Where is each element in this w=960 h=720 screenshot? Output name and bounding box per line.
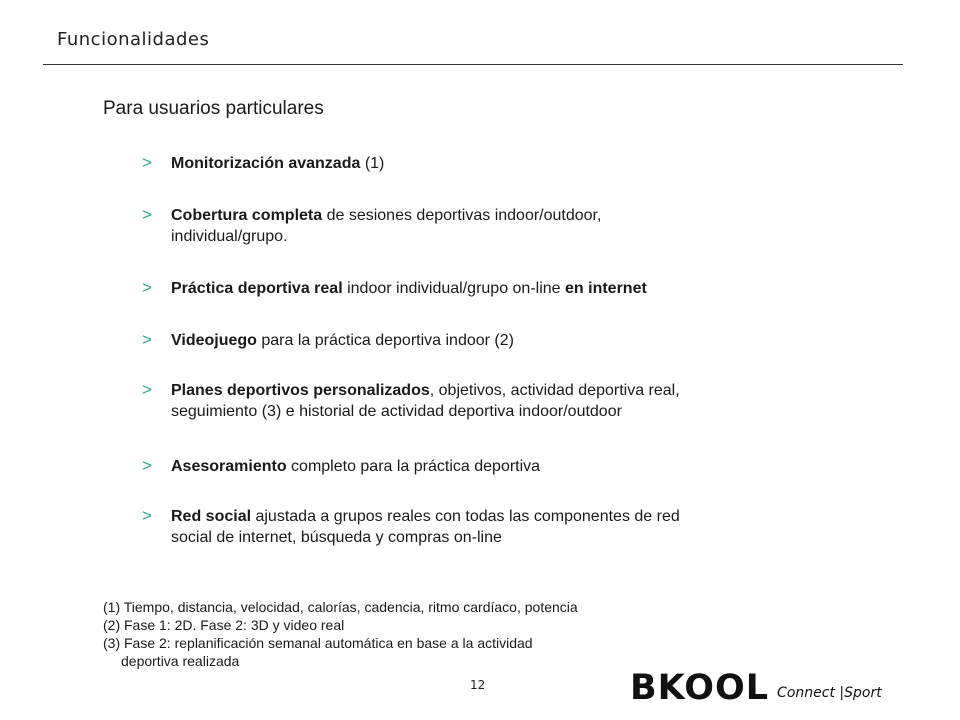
feature-description-cont: individual/grupo.: [171, 228, 288, 245]
feature-title: Cobertura completa: [171, 207, 323, 224]
bullet-arrow-icon: >: [142, 506, 152, 525]
feature-description-cont: seguimiento (3) e historial de actividad deportiva indoor/outdoor: [171, 403, 622, 420]
footnote: (3) Fase 2: replanificación semanal automática en base a la actividad: [103, 635, 533, 651]
feature-title: Videojuego: [171, 332, 257, 349]
feature-description: completo para la práctica deportiva: [286, 458, 541, 475]
footnote: deportiva realizada: [121, 653, 240, 669]
feature-title: Práctica deportiva real: [171, 280, 343, 297]
footnote: (1) Tiempo, distancia, velocidad, calorías, cadencia, ritmo cardíaco, potencia: [103, 599, 578, 615]
bullet-arrow-icon: >: [142, 205, 152, 224]
footnotes: [103, 598, 578, 670]
feature-item: [142, 380, 802, 422]
logo-wordmark: BKOOL: [630, 668, 770, 708]
feature-description: indoor individual/grupo on-line: [342, 280, 566, 297]
feature-title: Planes deportivos personalizados: [171, 382, 430, 399]
feature-description-cont: social de internet, búsqueda y compras on-line: [171, 529, 502, 546]
feature-description: (1): [360, 155, 385, 172]
feature-item: [142, 506, 802, 548]
feature-title: Asesoramiento: [171, 458, 287, 475]
feature-item: [142, 330, 802, 351]
bullet-arrow-icon: >: [142, 380, 152, 399]
bullet-arrow-icon: >: [142, 278, 152, 297]
feature-description: ajustada a grupos reales con todas las componentes de red: [251, 508, 680, 525]
feature-description: de sesiones deportivas indoor/outdoor,: [322, 207, 602, 224]
feature-title: Red social: [171, 508, 252, 525]
bkool-logo: [630, 668, 882, 708]
feature-description: , objetivos, actividad deportiva real,: [429, 382, 680, 399]
header-divider: [43, 64, 903, 65]
feature-title: Monitorización avanzada: [171, 155, 361, 172]
feature-item: [142, 205, 802, 247]
footnote: (2) Fase 1: 2D. Fase 2: 3D y video real: [103, 617, 345, 633]
section-heading: Para usuarios particulares: [103, 98, 324, 119]
bullet-arrow-icon: >: [142, 456, 152, 475]
feature-item: [142, 153, 802, 174]
bullet-arrow-icon: >: [142, 330, 152, 349]
feature-item: [142, 278, 802, 299]
page-title: Funcionalidades: [57, 29, 210, 50]
feature-description: para la práctica deportiva indoor (2): [256, 332, 514, 349]
feature-item: [142, 456, 802, 477]
page-number: 12: [470, 678, 486, 692]
feature-emphasis: en internet: [565, 280, 647, 297]
bullet-arrow-icon: >: [142, 153, 152, 172]
logo-tagline: Connect |Sport: [777, 685, 882, 701]
